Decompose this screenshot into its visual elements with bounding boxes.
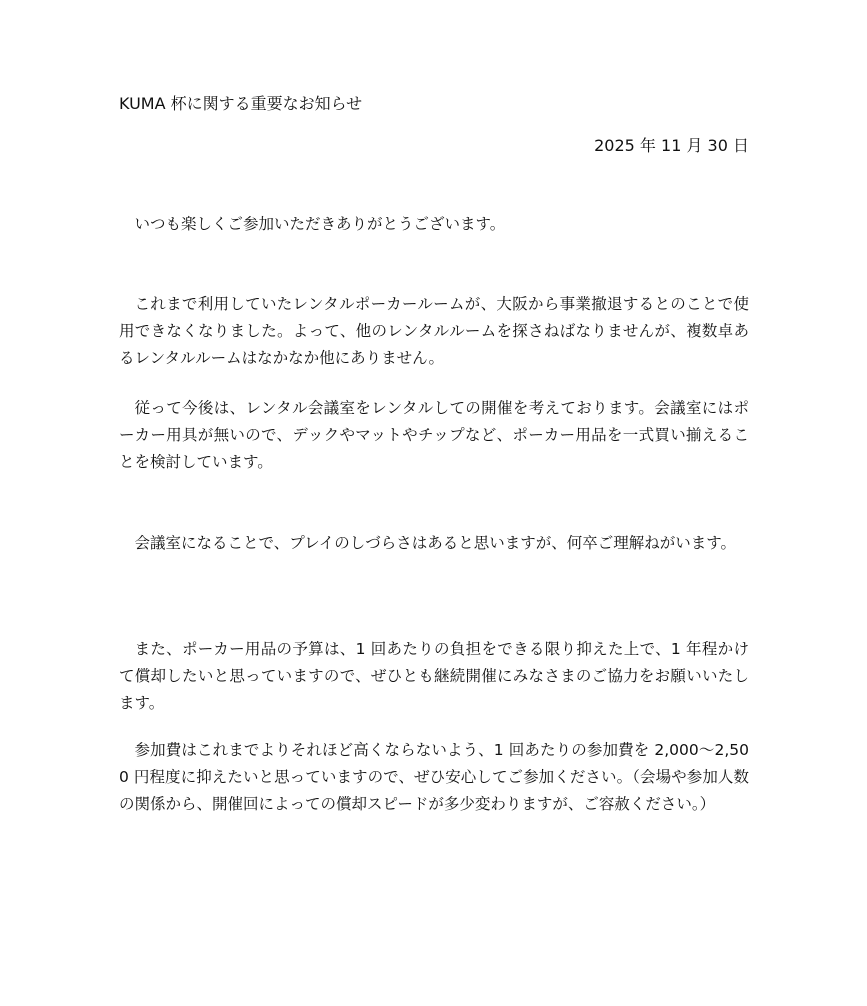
paragraph-room-closure: これまで利用していたレンタルポーカールームが、大阪から事業撤退するとのことで使用できなくなりました。よって、他のレンタルルームを探さねばなりませんが、複数卓あるレンタルルームはなかなか他にありません。 [119, 295, 749, 367]
document-date: 2025 年 11 月 30 日 [594, 136, 749, 155]
paragraph-fee: 参加費はこれまでよりそれほど高くならないよう、1 回あたりの参加費を 2,000～2,500 円程度に抑えたいと思っていますので、ぜひ安心してご参加ください。（会場や参加人数の関係から、開催回によっての償却スピードが多少変わりますが、ご容赦ください。） [119, 741, 749, 813]
paragraph-meeting-room-plan: 従って今後は、レンタル会議室をレンタルしての開催を考えております。会議室にはポーカー用具が無いので、デックやマットやチップなど、ポーカー用品を一式買い揃えることを検討しています。 [119, 399, 749, 471]
document-title: KUMA 杯に関する重要なお知らせ [119, 94, 363, 113]
paragraph-greeting: いつも楽しくご参加いただきありがとうございます。 [134, 215, 506, 233]
paragraph-understanding-request: 会議室になることで、プレイのしづらさはあると思いますが、何卒ご理解ねがいます。 [134, 534, 737, 552]
paragraph-budget: また、ポーカー用品の予算は、1 回あたりの負担をできる限り抑えた上で、1 年程かけて償却したいと思っていますので、ぜひとも継続開催にみなさまのご協力をお願いいたします。 [119, 640, 749, 712]
